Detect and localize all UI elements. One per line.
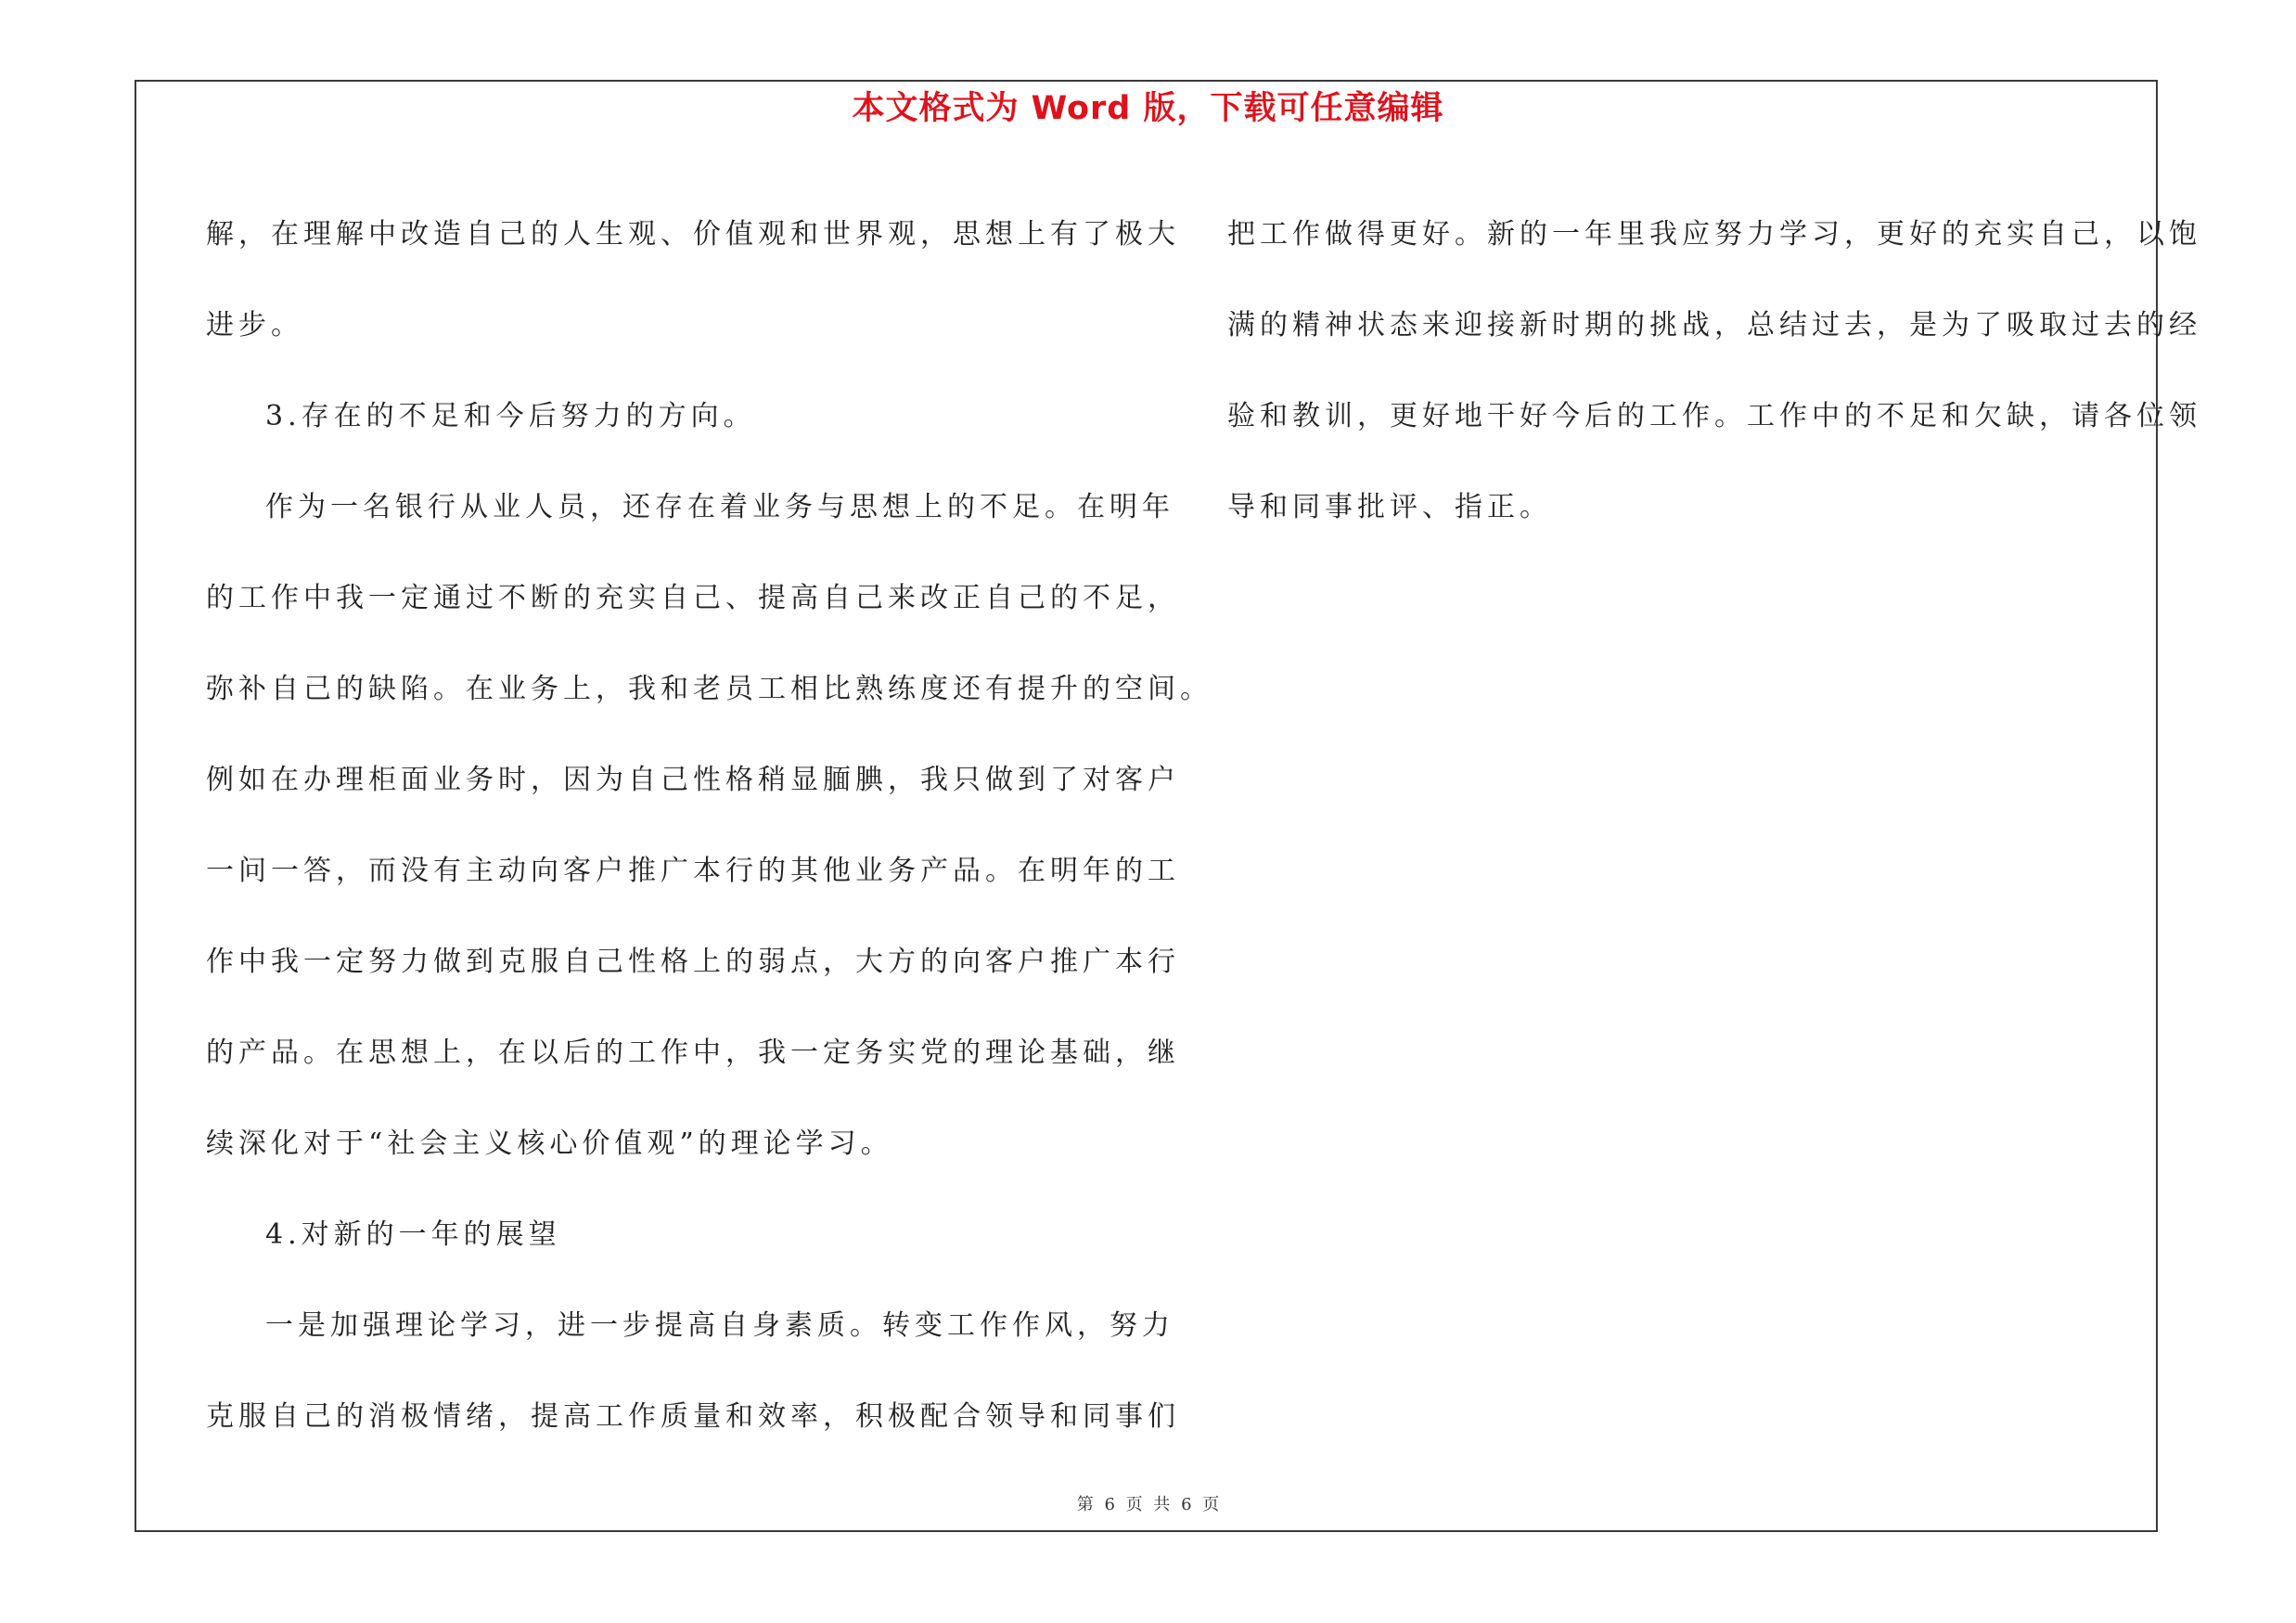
page-number-footer: 第 6 页 共 6 页 (1076, 1495, 1220, 1514)
section-heading-4: 4.对新的一年的展望 (265, 1218, 561, 1251)
left-line-5: 的工作中我一定通过不断的充实自己、提高自己来改正自己的不足， (206, 582, 1180, 614)
right-line-1: 把工作做得更好。新的一年里我应努力学习，更好的充实自己，以饱 (1227, 218, 2201, 251)
left-line-1: 解，在理解中改造自己的人生观、价值观和世界观，思想上有了极大 (206, 218, 1180, 251)
left-line-8: 一问一答，而没有主动向客户推广本行的其他业务产品。在明年的工 (206, 855, 1180, 887)
left-line-6: 弥补自己的缺陷。在业务上，我和老员工相比熟练度还有提升的空间。 (206, 673, 1212, 705)
right-line-4: 导和同事批评、指正。 (1227, 491, 1552, 523)
section-heading-3: 3.存在的不足和今后努力的方向。 (265, 400, 756, 432)
left-line-10: 的产品。在思想上，在以后的工作中，我一定务实党的理论基础，继 (206, 1037, 1180, 1069)
left-line-14: 克服自己的消极情绪，提高工作质量和效率，积极配合领导和同事们 (206, 1400, 1180, 1433)
left-line-4: 作为一名银行从业人员，还存在着业务与思想上的不足。在明年 (265, 491, 1174, 523)
document-banner: 本文格式为 Word 版，下载可任意编辑 (852, 90, 1444, 127)
right-line-3: 验和教训，更好地干好今后的工作。工作中的不足和欠缺，请各位领 (1227, 400, 2201, 432)
left-line-9: 作中我一定努力做到克服自己性格上的弱点，大方的向客户推广本行 (206, 946, 1180, 978)
left-line-11: 续深化对于“社会主义核心价值观”的理论学习。 (206, 1127, 893, 1160)
right-column (1227, 189, 2201, 553)
left-column (206, 189, 1212, 1462)
left-line-7: 例如在办理柜面业务时，因为自己性格稍显腼腆，我只做到了对客户 (206, 764, 1180, 796)
left-line-2: 进步。 (206, 309, 303, 341)
right-line-2: 满的精神状态来迎接新时期的挑战，总结过去，是为了吸取过去的经 (1227, 309, 2201, 341)
left-line-13: 一是加强理论学习，进一步提高自身素质。转变工作作风，努力 (265, 1309, 1174, 1342)
